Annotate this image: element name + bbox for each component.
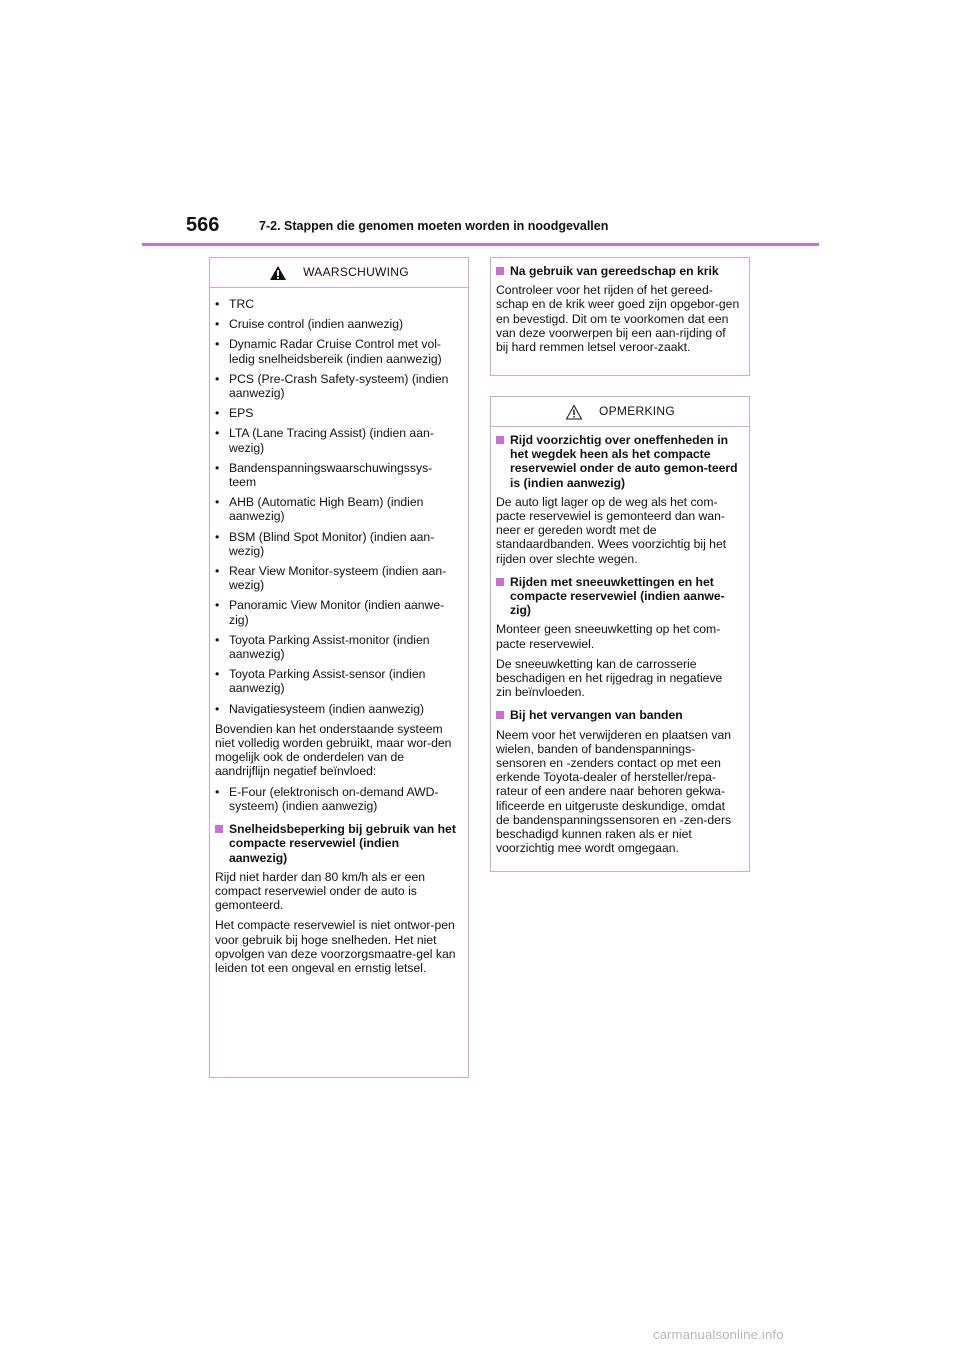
header-rule — [142, 243, 819, 246]
square-bullet-icon — [215, 825, 223, 833]
list-item: • AHB (Automatic High Beam) (indien aanwezig) — [215, 495, 424, 524]
square-bullet-icon — [496, 711, 504, 719]
list-item: • Bandenspanningswaarschuwingssys-teem — [215, 460, 433, 490]
square-bullet-icon — [496, 578, 504, 586]
section-title: 7-2. Stappen die genomen moeten worden in noodgevallen — [259, 219, 609, 233]
square-bullet-icon — [496, 436, 504, 444]
notice-title: OPMERKING — [598, 404, 676, 419]
warning-subheading: Snelheidsbeperking bij gebruik van het compacte reservewiel (indien aanwezig) — [215, 822, 459, 865]
warning-paragraph: Bovendien kan het onderstaande systeem niet volledig worden gebruikt, maar wor-den mogelijk ook de onderdelen van de aandrijflijn negatief beïnvloed: — [215, 721, 452, 779]
warning-box-header — [210, 258, 468, 288]
notice-box-header — [491, 397, 749, 427]
list-item: • Navigatiesysteem (indien aanwezig) — [215, 701, 425, 716]
warning-title: WAARSCHUWING — [303, 265, 409, 280]
notice-subheading: Rijd voorzichtig over oneffenheden in het wegdek heen als het compacte reservewiel onder de auto gemon-teerd is (indien aanwezig) — [496, 433, 740, 490]
notice-paragraph: De auto ligt lager op de weg als het com-pacte reservewiel is gemonteerd dan wan-neer er gereden wordt met de standaardbanden. Wees voorzichtig bij het rijden over slechte wegen. — [496, 494, 727, 566]
tools-paragraph: Controleer voor het rijden of het gereed-schap en de krik weer goed zijn opgebor-gen en bevestigd. Dit om te voorkomen dat een van deze voorwerpen bij een aan-rijding of bij hard remmen letsel veroor-zaakt. — [496, 283, 740, 355]
notice-subheading: Bij het vervangen van banden — [496, 708, 740, 722]
watermark: carmanualsonline.info — [653, 1327, 784, 1342]
notice-paragraph: De sneeuwketting kan de carrosserie beschadigen en het rijgedrag in negatieve zin beïnvloeden. — [496, 656, 723, 700]
square-bullet-icon — [496, 267, 504, 275]
list-item: • Toyota Parking Assist-monitor (indien aanwezig) — [215, 632, 430, 662]
notice-paragraph: Monteer geen sneeuwketting op het com-pacte reservewiel. — [496, 622, 721, 651]
list-item: • E-Four (elektronisch on-demand AWD-systeem) (indien aanwezig) — [215, 784, 439, 813]
list-item: • PCS (Pre-Crash Safety-systeem) (indien aanwezig) — [215, 371, 449, 401]
list-item: • EPS — [215, 406, 254, 421]
notice-paragraph: Neem voor het verwijderen en plaatsen van wielen, banden of bandenspannings-sensoren en -zenders contact op met een erkende Toyota-dealer of hersteller/repa-rateur of een andere naar behoren gekwa-lificeerde en uitgeruste deskundige, omdat de bandenspanningssensoren en -zen-ders beschadigd kunnen raken als er niet voorzichtig mee wordt omgegaan. — [496, 727, 732, 856]
warning-paragraph: Het compacte reservewiel is niet ontwor-pen voor gebruik bij hoge snelheden. Het niet opvolgen van deze voorzorgsmaatre-gel kan leiden tot een ongeval en ernstig letsel. — [215, 918, 456, 975]
notice-box — [490, 396, 750, 872]
list-item: • BSM (Blind Spot Monitor) (indien aan-wezig) — [215, 529, 435, 558]
list-item: • Toyota Parking Assist-sensor (indien aanwezig) — [215, 667, 426, 696]
list-item: • Rear View Monitor-systeem (indien aan-wezig) — [215, 564, 447, 593]
warning-paragraph: Rijd niet harder dan 80 km/h als er een compact reservewiel onder de auto is gemonteerd. — [215, 869, 426, 913]
caution-triangle-icon — [565, 404, 583, 420]
warning-triangle-icon — [269, 265, 287, 281]
page-number: 566 — [186, 214, 220, 236]
list-item: • LTA (Lane Tracing Assist) (indien aan-wezig) — [215, 426, 434, 455]
warning-box — [209, 257, 469, 1078]
list-item: • Panoramic View Monitor (indien aanwe-zig) — [215, 598, 445, 627]
list-item: • TRC — [215, 297, 255, 311]
notice-subheading: Rijden met sneeuwkettingen en het compacte reservewiel (indien aanwe-zig) — [496, 575, 740, 618]
list-item: • Cruise control (indien aanwezig) — [215, 317, 404, 332]
warning-box-body — [210, 288, 468, 989]
tools-box — [490, 257, 750, 376]
notice-box-body — [491, 427, 749, 869]
list-item: • Dynamic Radar Cruise Control met vol-ledig snelheidsbereik (indien aanwezig) — [215, 337, 442, 366]
tools-subheading: Na gebruik van gereedschap en krik — [496, 264, 740, 278]
